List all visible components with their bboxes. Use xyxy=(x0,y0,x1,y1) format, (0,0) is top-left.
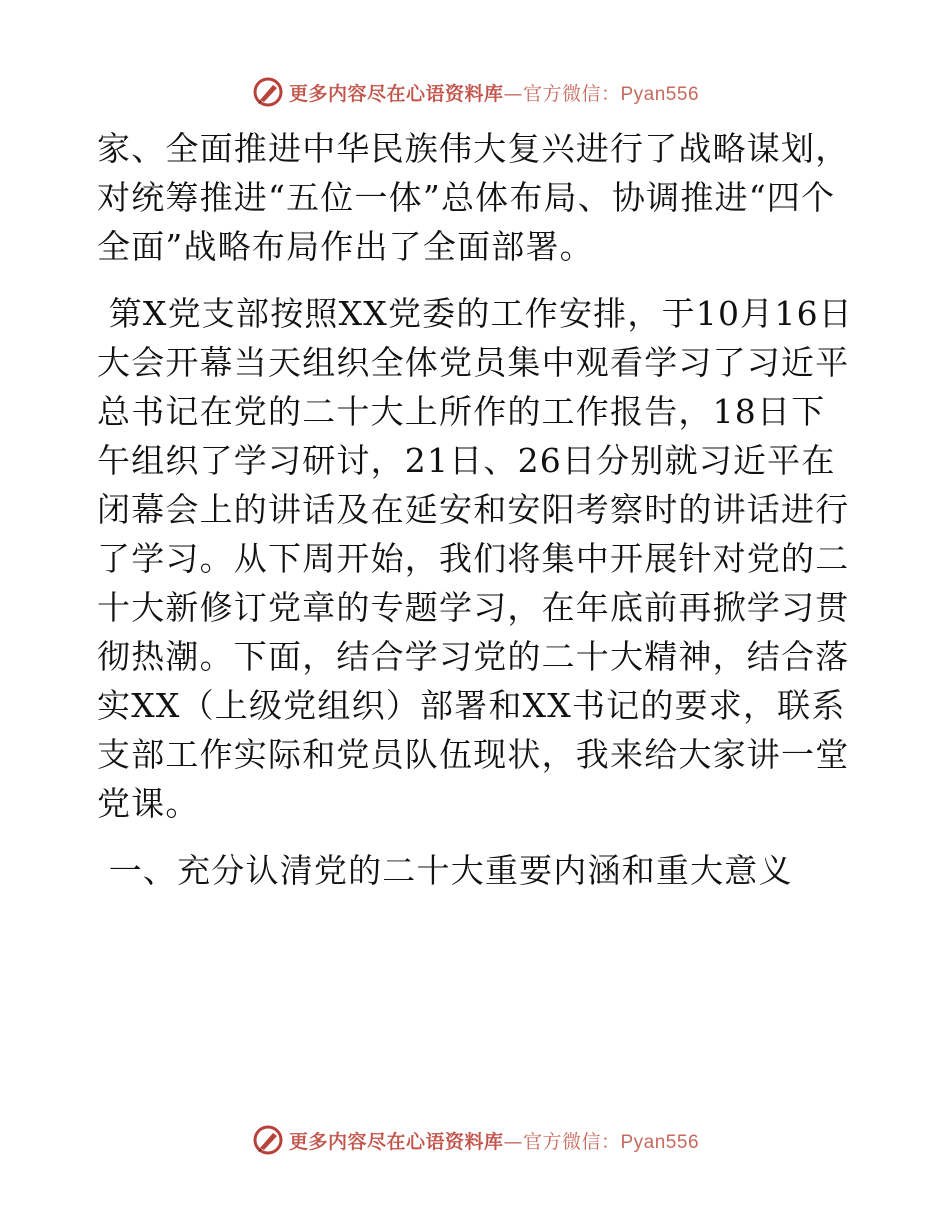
footer-separator: — xyxy=(503,1130,523,1153)
pen-logo-icon xyxy=(251,75,285,109)
footer-wechat-id: Pyan556 xyxy=(620,1131,700,1153)
paragraph-branch-study: 第X党支部按照XX党委的工作安排，于10月16日大会开幕当天组织全体党员集中观看学习了习近平总书记在党的二十大上所作的工作报告，18日下午组织了学习研讨，21日、26日分别就习近平在闭幕会上的讲话及在延安和安阳考察时的讲话进行了学习。从下周开始，我们将集中开展针对党的二十大新修订党章的专题学习，在年底前再掀学习贯彻热潮。下面，结合学习党的二十大精神，结合落实XX（上级党组织）部署和XX书记的要求，联系支部工作实际和党员队伍现状，我来给大家讲一堂党课。 xyxy=(97,294,853,823)
header-separator: — xyxy=(503,82,523,105)
document-body xyxy=(97,124,857,913)
footer-banner xyxy=(0,1120,950,1160)
header-label: 官方微信： xyxy=(522,82,621,105)
section-heading: 一、充分认清党的二十大重要内涵和重大意义 xyxy=(97,851,793,890)
paragraph-continued: 家、全面推进中华民族伟大复兴进行了战略谋划，对统筹推进“五位一体”总体布局、协调推进“四个全面”战略布局作出了全面部署。 xyxy=(97,129,850,266)
pen-logo-icon xyxy=(251,1123,285,1157)
footer-banner-text xyxy=(289,1127,699,1154)
footer-label: 官方微信： xyxy=(522,1130,621,1153)
header-banner xyxy=(0,72,950,112)
header-brand: 更多内容尽在心语资料库 xyxy=(288,82,504,105)
header-banner-text xyxy=(289,79,699,106)
header-wechat-id: Pyan556 xyxy=(620,83,700,105)
footer-brand: 更多内容尽在心语资料库 xyxy=(288,1130,504,1153)
